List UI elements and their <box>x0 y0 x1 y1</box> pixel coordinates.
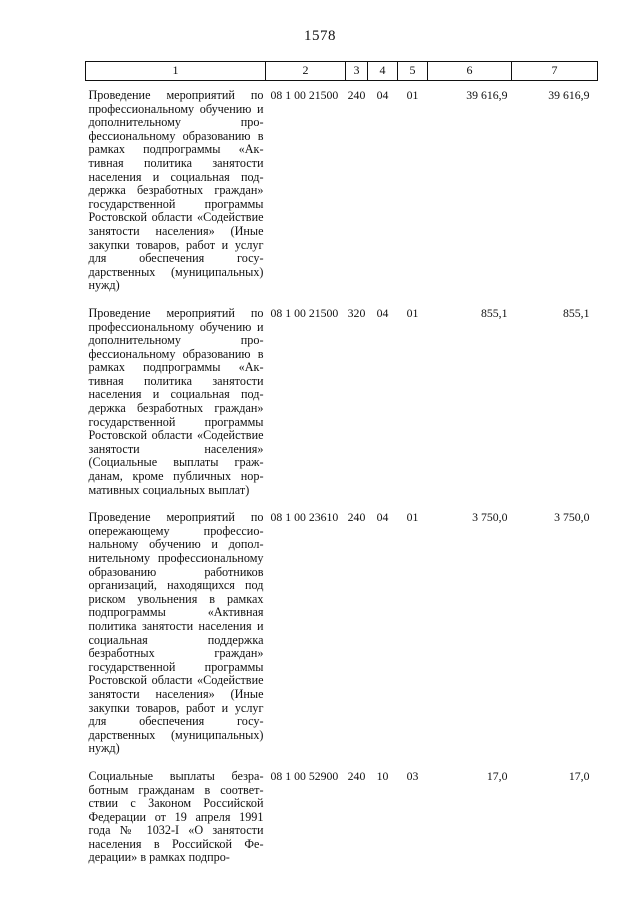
row-amount-1: 855,1 <box>480 305 508 320</box>
row-amount-1: 39 616,9 <box>466 88 508 102</box>
header-col-5: 5 <box>398 62 428 81</box>
table-row <box>86 81 598 299</box>
table-body <box>86 81 598 870</box>
row-section: 04 <box>376 510 389 525</box>
row-target-code: 08 1 00 21500 <box>270 305 339 320</box>
row-amount-2: 855,1 <box>562 305 590 320</box>
header-col-3: 3 <box>346 62 368 81</box>
row-description: Социальные выплаты безработным гражданам в соответствии с Законом Российской Федерации от 19 апреля 1991 года № 1032-I «О занятости населения в Российской Федерации» в рамках подпро- <box>88 768 264 865</box>
row-amount-1: 17,0 <box>486 768 508 783</box>
budget-table <box>85 61 598 869</box>
row-amount-1: 3 750,0 <box>472 510 508 525</box>
row-expense-type: 320 <box>347 305 366 320</box>
row-expense-type: 240 <box>347 768 366 783</box>
row-target-code: 08 1 00 21500 <box>270 88 339 102</box>
row-expense-type: 240 <box>347 88 366 102</box>
page-number: 1578 <box>304 28 336 44</box>
row-section: 10 <box>376 768 389 783</box>
row-amount-2: 39 616,9 <box>548 88 590 102</box>
row-amount-2: 17,0 <box>568 768 590 783</box>
row-subsection: 03 <box>406 768 419 783</box>
header-col-4: 4 <box>368 62 398 81</box>
row-description: Проведение мероприятий по профессиональному обучению и дополнительному профессиональному образованию в рамках подпрограммы «Активная политика занятости населения и социальная поддержка безработных граждан» государственной программы Ростовской области «Содействие занятости населения» (Социальные выплаты гражданам, кроме публичных нормативных социальных выплат) <box>88 305 264 497</box>
row-subsection: 01 <box>406 305 419 320</box>
row-subsection: 01 <box>406 88 419 102</box>
row-section: 04 <box>376 88 389 102</box>
row-target-code: 08 1 00 52900 <box>270 768 339 783</box>
row-target-code: 08 1 00 23610 <box>270 510 339 525</box>
table-row <box>86 503 598 762</box>
header-col-2: 2 <box>266 62 346 81</box>
table-header <box>86 62 598 81</box>
row-description: Проведение мероприятий по опережающему профессиональному обучению и дополнительному профессиональному образованию работников организаций, находящихся под риском увольнения в рамках подпрограммы «Активная политика занятости населения и социальная поддержка безработных граждан» государственной программы Ростовской области «Содействие занятости населения» (Иные закупки товаров, работ и услуг для обеспечения государственных (муниципальных) нужд) <box>88 510 264 756</box>
row-expense-type: 240 <box>347 510 366 525</box>
row-section: 04 <box>376 305 389 320</box>
header-col-7: 7 <box>512 62 598 81</box>
table-row <box>86 762 598 869</box>
row-amount-2: 3 750,0 <box>554 510 590 525</box>
row-description: Проведение мероприятий по профессиональному обучению и дополнительному профессиональному образованию в рамках подпрограммы «Активная политика занятости населения и социальная поддержка безработных граждан» государственной программы Ростовской области «Содействие занятости населения» (Иные закупки товаров, работ и услуг для обеспечения государственных (муниципальных) нужд) <box>88 88 264 293</box>
header-col-6: 6 <box>428 62 512 81</box>
header-row <box>86 62 598 81</box>
header-col-1: 1 <box>86 62 266 81</box>
table-row <box>86 299 598 503</box>
row-subsection: 01 <box>406 510 419 525</box>
